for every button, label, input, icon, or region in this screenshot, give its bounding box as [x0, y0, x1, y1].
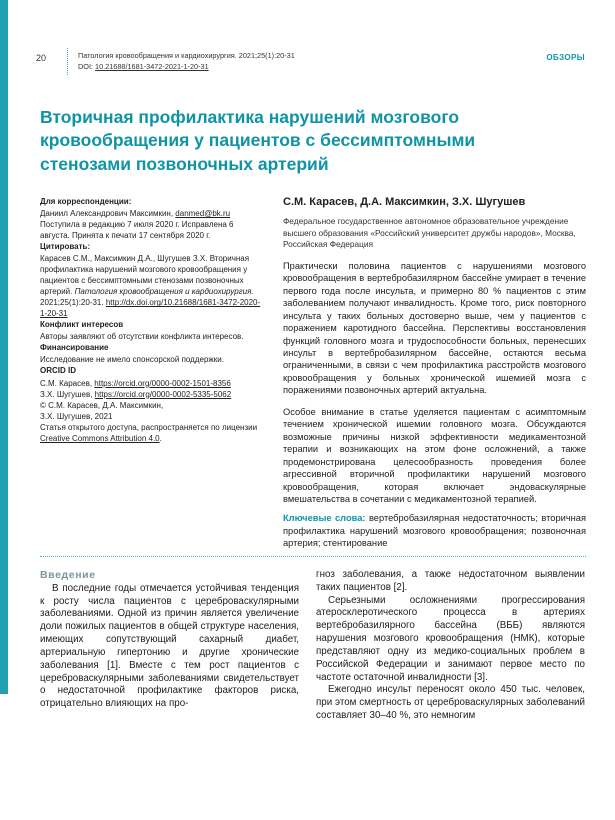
orcid-1-name: С.М. Карасев,: [40, 378, 95, 388]
conflict-label: Конфликт интересов: [40, 320, 124, 330]
orcid-1-link[interactable]: https://orcid.org/0000-0002-1501-8356: [94, 378, 231, 388]
license-period: .: [159, 433, 162, 443]
article-title: Вторичная профилактика нарушений мозгового кровообращения у пациентов с бессимптомными стенозами позвоночных артерий: [40, 107, 476, 174]
doi-line: [78, 61, 295, 72]
header-journal-info: [78, 50, 295, 73]
citation-issue: 2021;25(1):20-31.: [40, 298, 106, 308]
correspondence-line: [40, 208, 264, 219]
orcid-entry-1: [40, 378, 264, 389]
funding-text: Исследование не имело спонсорской поддержки.: [40, 355, 224, 365]
correspondence-name: Даниил Александрович Максимкин,: [40, 209, 176, 219]
citation-text: [40, 253, 264, 319]
intro-heading: Введение: [40, 569, 96, 581]
correspondence-email-link[interactable]: danmed@bk.ru: [175, 209, 231, 219]
citation-doi-link[interactable]: http://dx.doi.org/10.21688/1681-3472-2020-1-20-31: [40, 298, 261, 319]
copyright-line-2: З.Х. Шугушев, 2021: [40, 411, 113, 421]
authors-line: С.М. Карасев, Д.А. Максимкин, З.Х. Шугушев: [283, 196, 526, 208]
license-link[interactable]: Creative Commons Attribution 4.0: [40, 433, 160, 443]
keywords-label: Ключевые слова:: [283, 513, 369, 524]
keywords-text: вертебробазилярная недостаточность; вторичная профилактика нарушений мозгового кровообращения; позвоночная артерия; стентирование: [283, 513, 587, 549]
header-dotted-divider: [67, 48, 68, 75]
funding-label: Финансирование: [40, 343, 109, 353]
received-dates: Поступила в редакцию 7 июля 2020 г. Исправлена 6 августа. Принята к печати 17 сентября 2020 г.: [40, 220, 234, 241]
abstract-paragraph-2: Особое внимание в статье уделяется пациентам с асимптомным течением хронической ишемии головного мозга. Обсуждаются возможные причины низкой эффективности медикаментозной терапии и возникающих на этом фоне осложнений, а также продемонстрирована целесообразность проведения более агрессивной вторичной профилактики нарушений мозгового кровообращения, которая включает эндоваскулярные вмешательства в сочетании с медикаментозной терапией.: [283, 406, 586, 504]
conflict-text: Авторы заявляют об отсутствии конфликта интересов.: [40, 332, 244, 342]
page-edge-accent-bar: [0, 0, 8, 694]
abstract-column: [283, 196, 586, 550]
article-meta-column: [40, 196, 264, 444]
copyright-line-1: © С.М. Карасев, Д.А. Максимкин,: [40, 400, 164, 410]
abstract-paragraph-1: Практически половина пациентов с нарушениями мозгового кровообращения в вертебробазилярном бассейне умирает в течение первого года после инсульта, и примерно 80 % пациентов с этим заболеванием получают инвалидность. Кроме того, риск повторного инсульта у таких больных достоверно выше, чем у пациентов с поражением каротидного бассейна. Перспективы восстановления функций головного мозга и трудоспособности больных, перенесших инсульт в вертебробазилярном бассейне, остаются весьма ограниченными, в связи с чем профилактика расстройств мозгового кровообращения у больных хронической ишемией мозга с поражениями позвоночных артерий актуальна.: [283, 260, 586, 396]
keywords-line: [283, 512, 586, 549]
body-paragraph-1: В последние годы отмечается устойчивая тенденция к росту числа пациентов с цереброваскулярными заболеваниями. Одной из причин является увеличение доли пожилых пациентов в общей структуре населения, имеющих сопутствующий сахарный диабет, артериальную гипертонию и другие хронические заболевания [1]. Вместе с тем рост пациентов с цереброваскулярными заболеваниями свидетельствует о недостаточной профилактике факторов риска, отрицательно влияющих на про-: [40, 582, 299, 710]
doi-label: DOI:: [78, 62, 96, 72]
cite-label: Цитировать:: [40, 242, 91, 252]
body-paragraph-4: Ежегодно инсульт переносят около 450 тыс. человек, при этом смертность от цереброваскулярных заболеваний составляет 30–40 %, это немногим: [316, 684, 585, 722]
orcid-label: ORCID ID: [40, 366, 76, 376]
section-label: ОБЗОРЫ: [546, 53, 585, 62]
journal-name-issue: Патология кровообращения и кардиохирургия. 2021;25(1):20-31: [78, 51, 295, 60]
section-dotted-divider: [40, 556, 586, 557]
orcid-entry-2: [40, 389, 264, 400]
page-number: 20: [36, 53, 47, 63]
citation-authors-title: Карасев С.М., Максимкин Д.А., Шугушев З.Х. Вторичная профилактика нарушений мозгового кровообращения у пациентов с бессимптомными стенозами позвоночных артерий.: [40, 254, 250, 297]
body-paragraph-2: гноз заболевания, а также недостаточном выявлении таких пациентов [2].: [316, 569, 585, 593]
license-line: [40, 422, 264, 444]
body-column-left: [40, 569, 299, 711]
citation-journal-name: Патология кровообращения и кардиохирургия.: [74, 287, 254, 297]
correspondence-label: Для корреспонденции:: [40, 197, 132, 206]
body-paragraph-3: Серьезными осложнениями прогрессирования атеросклеротического процесса в артериях вертебробазилярного бассейна (ВББ) являются нарушения мозгового кровообращения (НМК), которые представляют одну из медико-социальных проблем в Российской Федерации и занимают первое место по частоте остаточной инвалидности [3].: [316, 594, 585, 683]
affiliation: Федеральное государственное автономное образовательное учреждение высшего образования «Российский университет дружбы народов», Москва, Российская Федерация: [283, 216, 576, 250]
doi-link[interactable]: 10.21688/1681-3472-2021-1-20-31: [95, 62, 209, 72]
license-text: Статья открытого доступа, распространяется по лицензии: [40, 422, 258, 432]
orcid-2-link[interactable]: https://orcid.org/0000-0002-5335-5062: [94, 389, 232, 399]
orcid-2-name: З.Х. Шугушев,: [40, 389, 95, 399]
body-column-right: [316, 569, 585, 723]
